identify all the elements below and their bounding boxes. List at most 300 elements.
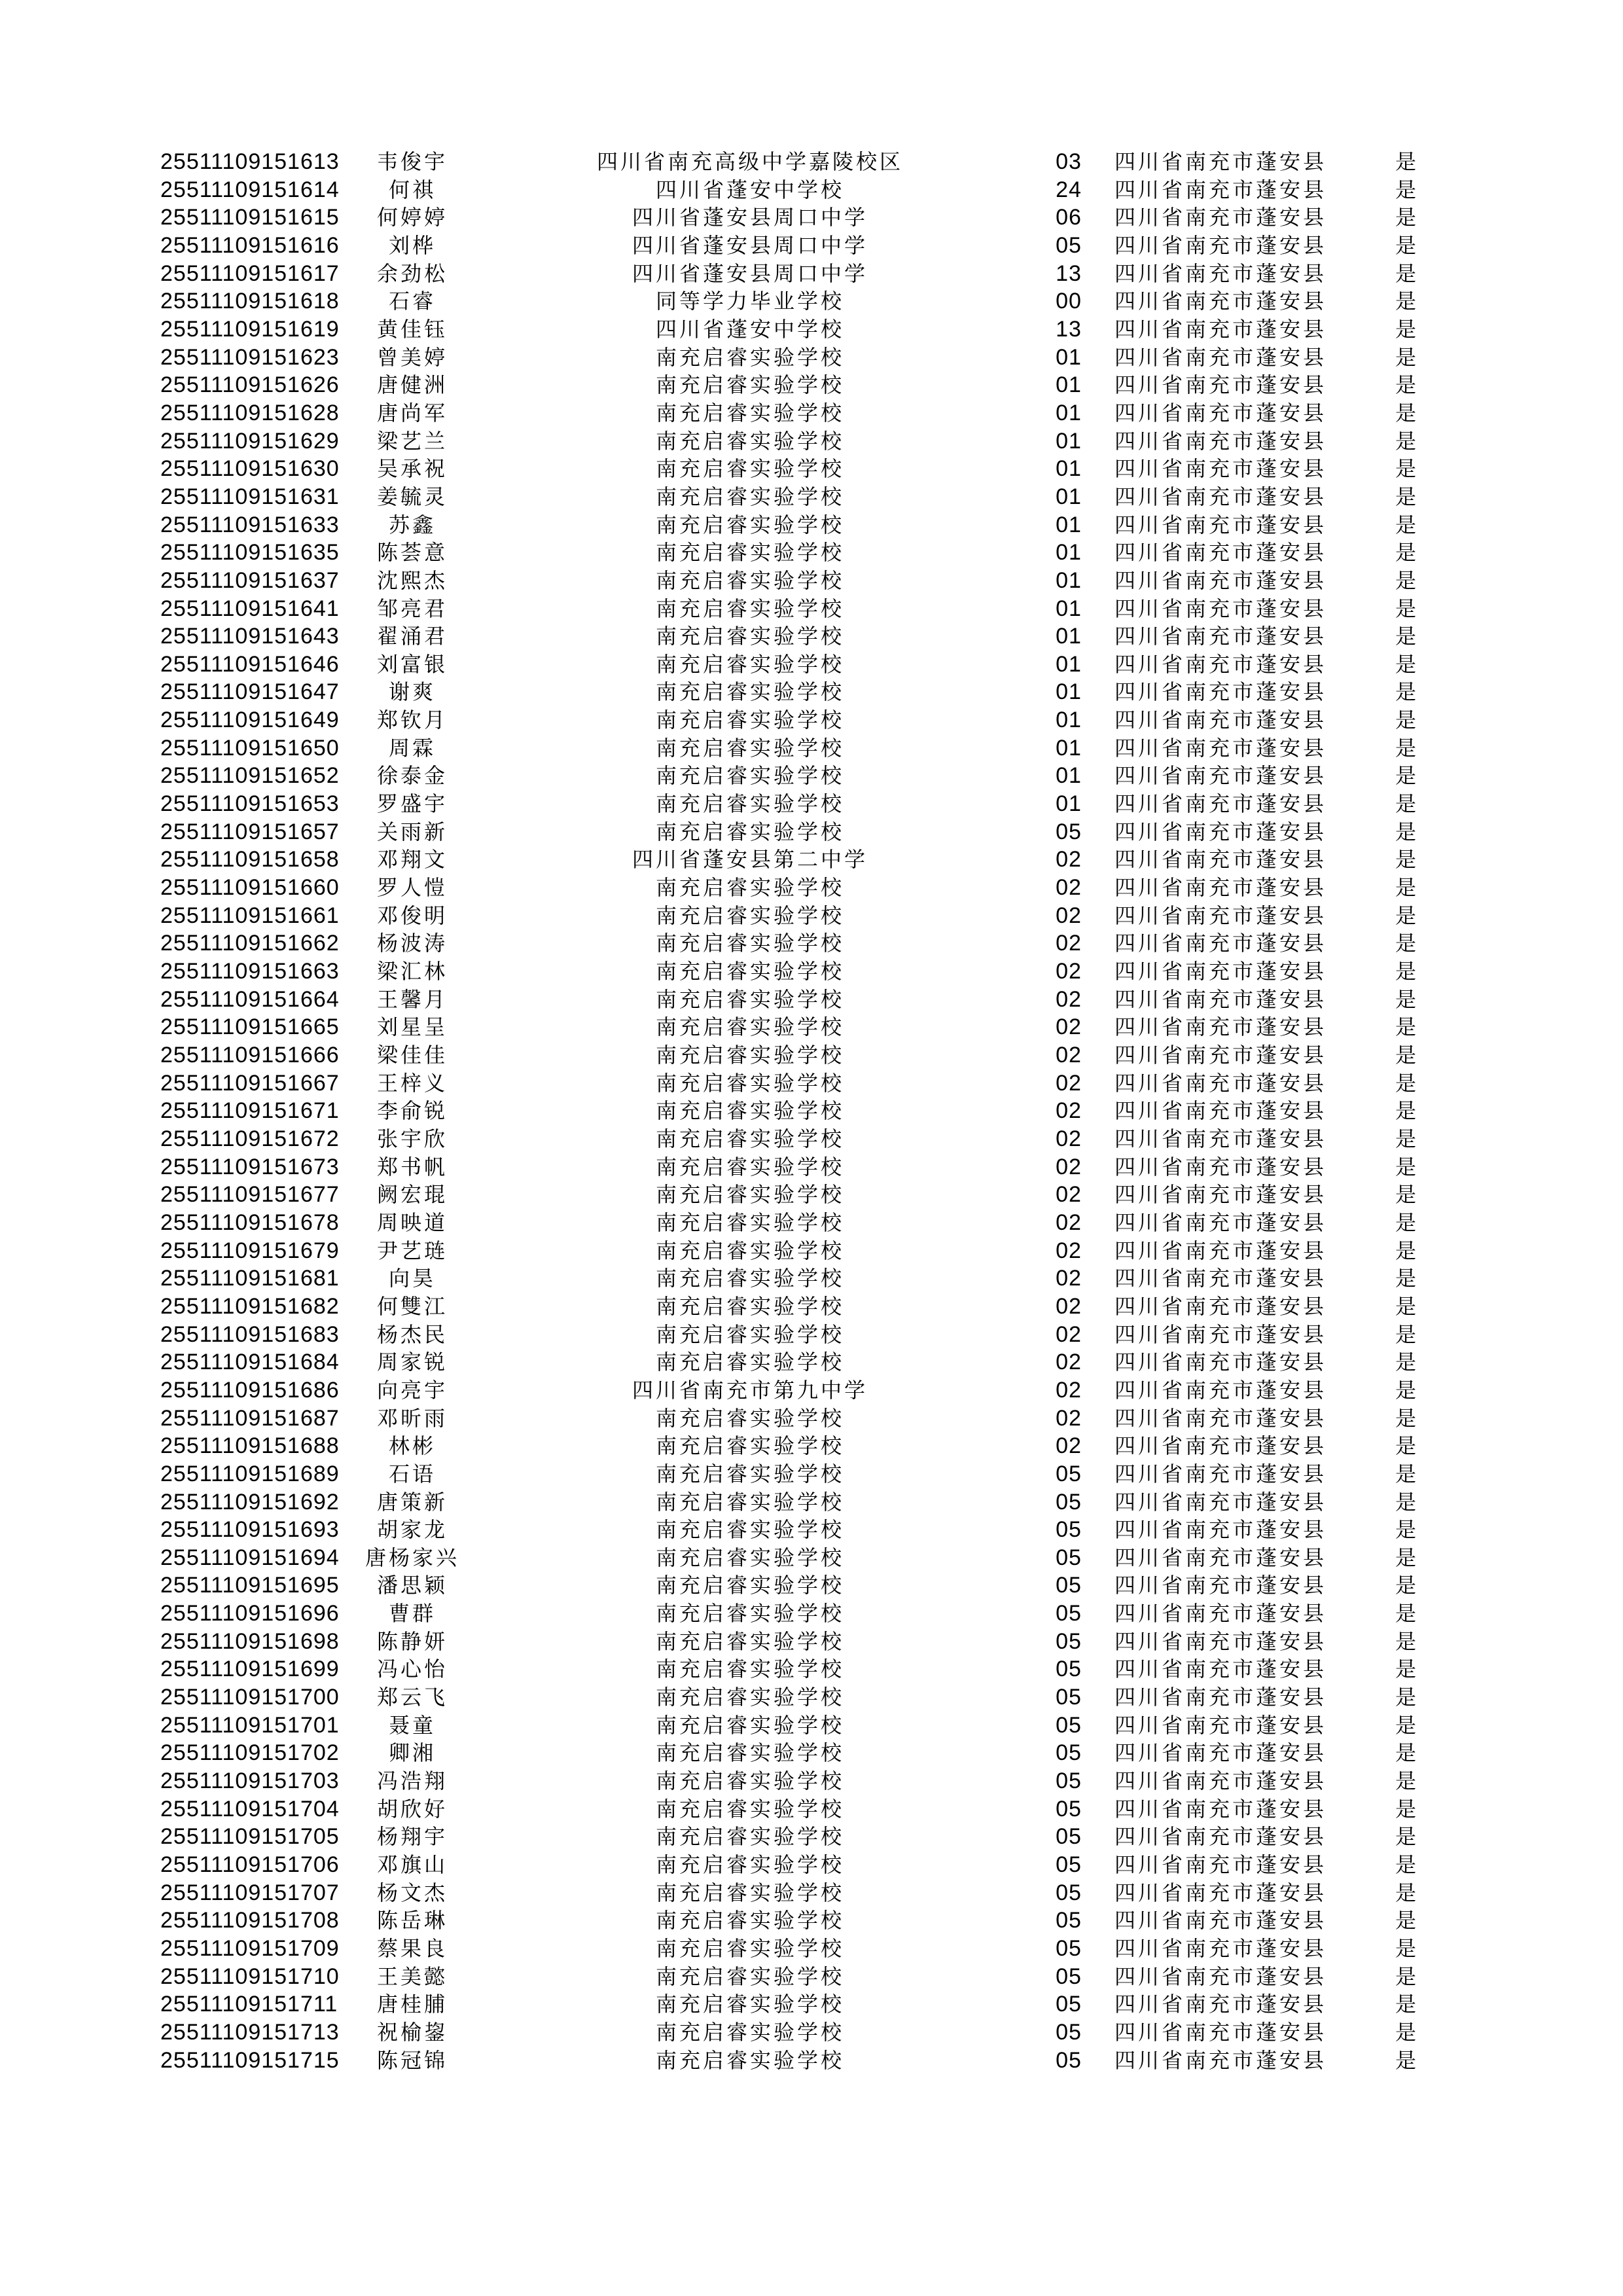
confirm-cell: 是: [1395, 1825, 1419, 1849]
district-cell: 四川省南充市蓬安县: [1115, 1518, 1327, 1542]
district-cell: 四川省南充市蓬安县: [1115, 1043, 1327, 1067]
exam-id-cell: 25511109151629: [160, 428, 340, 454]
code-cell: 02: [1056, 959, 1082, 984]
table-row: [160, 1851, 1433, 1879]
code-cell: 05: [1056, 1824, 1082, 1850]
district-cell: 四川省南充市蓬安县: [1115, 1322, 1327, 1346]
code-cell: 05: [1056, 1908, 1082, 1933]
table-row: [160, 1963, 1433, 1991]
exam-id-cell: 25511109151703: [160, 1768, 340, 1794]
exam-id-cell: 25511109151713: [160, 2019, 340, 2045]
table-row: [160, 399, 1433, 427]
name-cell: 潘思颖: [376, 1573, 448, 1598]
name-cell: 唐桂脯: [376, 1992, 448, 2017]
name-cell: 胡家龙: [376, 1518, 448, 1542]
exam-id-cell: 25511109151686: [160, 1377, 340, 1403]
school-cell: 四川省蓬安县周口中学: [632, 206, 868, 230]
code-cell: 02: [1056, 1238, 1082, 1263]
district-cell: 四川省南充市蓬安县: [1115, 345, 1327, 369]
code-cell: 01: [1056, 484, 1082, 509]
table-row: [160, 204, 1433, 232]
name-cell: 梁佳佳: [376, 1043, 448, 1067]
table-row: [160, 1990, 1433, 2018]
exam-id-cell: 25511109151706: [160, 1852, 340, 1878]
table-row: [160, 1125, 1433, 1153]
confirm-cell: 是: [1395, 512, 1419, 537]
code-cell: 05: [1056, 1461, 1082, 1486]
name-cell: 石睿: [388, 289, 436, 314]
district-cell: 四川省南充市蓬安县: [1115, 1183, 1327, 1207]
table-row: [160, 1181, 1433, 1209]
district-cell: 四川省南充市蓬安县: [1115, 401, 1327, 425]
code-cell: 24: [1056, 177, 1082, 202]
table-row: [160, 846, 1433, 874]
table-row: [160, 1600, 1433, 1628]
table-row: [160, 1348, 1433, 1376]
district-cell: 四川省南充市蓬安县: [1115, 1434, 1327, 1458]
table-row: [160, 622, 1433, 651]
name-cell: 卿湘: [388, 1741, 436, 1765]
name-cell: 向亮宇: [376, 1378, 448, 1402]
table-row: [160, 678, 1433, 706]
district-cell: 四川省南充市蓬安县: [1115, 317, 1327, 341]
district-cell: 四川省南充市蓬安县: [1115, 1406, 1327, 1430]
district-cell: 四川省南充市蓬安县: [1115, 1602, 1327, 1626]
school-cell: 南充启睿实验学校: [655, 931, 844, 956]
district-cell: 四川省南充市蓬安县: [1115, 1657, 1327, 1681]
code-cell: 01: [1056, 679, 1082, 705]
district-cell: 四川省南充市蓬安县: [1115, 1462, 1327, 1486]
code-cell: 02: [1056, 1014, 1082, 1040]
district-cell: 四川省南充市蓬安县: [1115, 1880, 1327, 1905]
table-row: [160, 148, 1433, 176]
name-cell: 冯浩翔: [376, 1769, 448, 1793]
district-cell: 四川省南充市蓬安县: [1115, 1853, 1327, 1877]
code-cell: 05: [1056, 1601, 1082, 1626]
school-cell: 南充启睿实验学校: [655, 652, 844, 676]
confirm-cell: 是: [1395, 261, 1419, 285]
district-cell: 四川省南充市蓬安县: [1115, 1713, 1327, 1737]
confirm-cell: 是: [1395, 764, 1419, 788]
name-cell: 关雨新: [376, 819, 448, 844]
confirm-cell: 是: [1395, 1937, 1419, 1960]
name-cell: 翟涌君: [376, 624, 448, 649]
exam-id-cell: 25511109151709: [160, 1936, 340, 1961]
name-cell: 李俞锐: [376, 1099, 448, 1123]
exam-id-cell: 25511109151641: [160, 596, 340, 621]
district-cell: 四川省南充市蓬安县: [1115, 1629, 1327, 1653]
confirm-cell: 是: [1395, 1909, 1419, 1933]
table-row: [160, 1907, 1433, 1935]
exam-id-cell: 25511109151694: [160, 1545, 340, 1570]
code-cell: 05: [1056, 1545, 1082, 1570]
exam-id-cell: 25511109151684: [160, 1350, 340, 1375]
table-row: [160, 2047, 1433, 2075]
name-cell: 冯心怡: [376, 1657, 448, 1681]
exam-id-cell: 25511109151657: [160, 819, 340, 844]
name-cell: 刘富银: [376, 652, 448, 676]
table-row: [160, 1823, 1433, 1851]
exam-id-cell: 25511109151614: [160, 177, 340, 202]
school-cell: 南充启睿实验学校: [655, 1155, 844, 1179]
name-cell: 罗盛宇: [376, 792, 448, 816]
school-cell: 南充启睿实验学校: [655, 680, 844, 704]
table-row: [160, 1460, 1433, 1488]
school-cell: 南充启睿实验学校: [655, 1741, 844, 1765]
name-cell: 唐健洲: [376, 373, 448, 397]
exam-id-cell: 25511109151701: [160, 1712, 340, 1738]
exam-id-cell: 25511109151649: [160, 708, 340, 733]
school-cell: 南充启睿实验学校: [655, 960, 844, 984]
table-row: [160, 483, 1433, 511]
exam-id-cell: 25511109151689: [160, 1461, 340, 1486]
exam-id-cell: 25511109151662: [160, 931, 340, 956]
confirm-cell: 是: [1395, 1183, 1419, 1207]
exam-id-cell: 25511109151661: [160, 903, 340, 928]
exam-id-cell: 25511109151637: [160, 567, 340, 593]
name-cell: 王梓义: [376, 1071, 448, 1095]
code-cell: 01: [1056, 596, 1082, 621]
code-cell: 02: [1056, 875, 1082, 901]
exam-id-cell: 25511109151679: [160, 1238, 340, 1263]
table-row: [160, 260, 1433, 288]
name-cell: 何雙江: [376, 1294, 448, 1318]
school-cell: 南充启睿实验学校: [655, 708, 844, 732]
name-cell: 谢爽: [388, 680, 436, 704]
school-cell: 四川省蓬安县周口中学: [632, 233, 868, 257]
name-cell: 梁艺兰: [376, 429, 448, 453]
confirm-cell: 是: [1395, 2020, 1419, 2044]
code-cell: 02: [1056, 1405, 1082, 1431]
district-cell: 四川省南充市蓬安县: [1115, 819, 1327, 844]
name-cell: 刘星呈: [376, 1015, 448, 1039]
name-cell: 杨杰民: [376, 1322, 448, 1346]
exam-id-cell: 25511109151699: [160, 1657, 340, 1682]
exam-id-cell: 25511109151692: [160, 1489, 340, 1515]
code-cell: 02: [1056, 986, 1082, 1012]
code-cell: 02: [1056, 1182, 1082, 1208]
table-row: [160, 1683, 1433, 1712]
school-cell: 南充启睿实验学校: [655, 1434, 844, 1458]
confirm-cell: 是: [1395, 1434, 1419, 1458]
name-cell: 刘桦: [388, 233, 436, 257]
school-cell: 南充启睿实验学校: [655, 1462, 844, 1486]
name-cell: 唐杨家兴: [365, 1545, 459, 1570]
name-cell: 徐泰金: [376, 764, 448, 788]
code-cell: 02: [1056, 1070, 1082, 1096]
table-row: [160, 2018, 1433, 2047]
confirm-cell: 是: [1395, 1043, 1419, 1067]
confirm-cell: 是: [1395, 1378, 1419, 1402]
exam-id-cell: 25511109151628: [160, 400, 340, 425]
table-row: [160, 1488, 1433, 1516]
code-cell: 01: [1056, 791, 1082, 817]
district-cell: 四川省南充市蓬安县: [1115, 1015, 1327, 1039]
school-cell: 南充启睿实验学校: [655, 1015, 844, 1039]
name-cell: 曹群: [388, 1602, 436, 1626]
name-cell: 陈静妍: [376, 1629, 448, 1653]
confirm-cell: 是: [1395, 1602, 1419, 1626]
name-cell: 阙宏琨: [376, 1183, 448, 1207]
code-cell: 01: [1056, 512, 1082, 537]
exam-id-cell: 25511109151652: [160, 763, 340, 789]
table-row: [160, 1069, 1433, 1098]
code-cell: 05: [1056, 2019, 1082, 2045]
confirm-cell: 是: [1395, 1015, 1419, 1039]
table-row: [160, 986, 1433, 1014]
confirm-cell: 是: [1395, 1099, 1419, 1123]
district-cell: 四川省南充市蓬安县: [1115, 373, 1327, 397]
code-cell: 02: [1056, 1210, 1082, 1235]
district-cell: 四川省南充市蓬安县: [1115, 1797, 1327, 1821]
code-cell: 05: [1056, 1740, 1082, 1766]
confirm-cell: 是: [1395, 1853, 1419, 1877]
school-cell: 南充启睿实验学校: [655, 736, 844, 760]
exam-id-cell: 25511109151710: [160, 1964, 340, 1989]
name-cell: 胡欣好: [376, 1797, 448, 1821]
exam-id-cell: 25511109151698: [160, 1628, 340, 1654]
confirm-cell: 是: [1395, 1713, 1419, 1737]
confirm-cell: 是: [1395, 1406, 1419, 1430]
confirm-cell: 是: [1395, 150, 1419, 173]
school-cell: 四川省南充市第九中学: [632, 1378, 868, 1402]
school-cell: 南充启睿实验学校: [655, 401, 844, 425]
school-cell: 南充启睿实验学校: [655, 1126, 844, 1151]
name-cell: 黄佳钰: [376, 317, 448, 341]
district-cell: 四川省南充市蓬安县: [1115, 541, 1327, 565]
table-row: [160, 1321, 1433, 1349]
table-row: [160, 1655, 1433, 1683]
exam-id-cell: 25511109151705: [160, 1824, 340, 1850]
district-cell: 四川省南充市蓬安县: [1115, 206, 1327, 230]
school-cell: 南充启睿实验学校: [655, 484, 844, 509]
district-cell: 四川省南充市蓬安县: [1115, 848, 1327, 872]
exam-id-cell: 25511109151623: [160, 344, 340, 370]
district-cell: 四川省南充市蓬安县: [1115, 1685, 1327, 1710]
name-cell: 唐尚军: [376, 401, 448, 425]
confirm-cell: 是: [1395, 206, 1419, 230]
code-cell: 02: [1056, 1154, 1082, 1179]
table-row: [160, 1405, 1433, 1433]
exam-id-cell: 25511109151693: [160, 1517, 340, 1543]
exam-id-cell: 25511109151665: [160, 1014, 340, 1040]
name-cell: 张宇欣: [376, 1126, 448, 1151]
confirm-cell: 是: [1395, 596, 1419, 620]
table-row: [160, 1879, 1433, 1907]
school-cell: 南充启睿实验学校: [655, 429, 844, 453]
table-row: [160, 929, 1433, 958]
district-cell: 四川省南充市蓬安县: [1115, 652, 1327, 676]
exam-id-cell: 25511109151681: [160, 1266, 340, 1291]
confirm-cell: 是: [1395, 960, 1419, 984]
school-cell: 南充启睿实验学校: [655, 903, 844, 927]
district-cell: 四川省南充市蓬安县: [1115, 1378, 1327, 1402]
district-cell: 四川省南充市蓬安县: [1115, 484, 1327, 509]
exam-id-cell: 25511109151702: [160, 1740, 340, 1766]
code-cell: 01: [1056, 456, 1082, 482]
table-row: [160, 287, 1433, 315]
name-cell: 唐策新: [376, 1490, 448, 1514]
name-cell: 何祺: [388, 177, 436, 202]
district-cell: 四川省南充市蓬安县: [1115, 512, 1327, 537]
confirm-cell: 是: [1395, 1462, 1419, 1486]
school-cell: 南充启睿实验学校: [655, 1992, 844, 2017]
exam-id-cell: 25511109151653: [160, 791, 340, 817]
confirm-cell: 是: [1395, 848, 1419, 872]
school-cell: 同等学力毕业学校: [655, 289, 844, 314]
district-cell: 四川省南充市蓬安县: [1115, 261, 1327, 285]
district-cell: 四川省南充市蓬安县: [1115, 876, 1327, 900]
school-cell: 南充启睿实验学校: [655, 987, 844, 1011]
table-row: [160, 1376, 1433, 1405]
table-row: [160, 1293, 1433, 1321]
district-cell: 四川省南充市蓬安县: [1115, 960, 1327, 984]
code-cell: 01: [1056, 735, 1082, 761]
school-cell: 南充启睿实验学校: [655, 2020, 844, 2044]
exam-id-cell: 25511109151671: [160, 1098, 340, 1124]
code-cell: 01: [1056, 763, 1082, 789]
name-cell: 林彬: [388, 1434, 436, 1458]
exam-id-cell: 25511109151663: [160, 959, 340, 984]
district-cell: 四川省南充市蓬安县: [1115, 568, 1327, 592]
name-cell: 聂童: [388, 1713, 436, 1737]
code-cell: 02: [1056, 1043, 1082, 1067]
code-cell: 02: [1056, 931, 1082, 956]
name-cell: 周家锐: [376, 1350, 448, 1374]
code-cell: 01: [1056, 400, 1082, 425]
table-row: [160, 176, 1433, 204]
confirm-cell: 是: [1395, 401, 1419, 425]
district-cell: 四川省南充市蓬安县: [1115, 1769, 1327, 1793]
code-cell: 05: [1056, 1517, 1082, 1543]
code-cell: 06: [1056, 205, 1082, 230]
code-cell: 13: [1056, 316, 1082, 342]
school-cell: 四川省蓬安中学校: [655, 317, 844, 341]
name-cell: 杨翔宇: [376, 1825, 448, 1849]
table-row: [160, 1712, 1433, 1740]
district-cell: 四川省南充市蓬安县: [1115, 1210, 1327, 1234]
school-cell: 南充启睿实验学校: [655, 1099, 844, 1123]
district-cell: 四川省南充市蓬安县: [1115, 1490, 1327, 1514]
name-cell: 向昊: [388, 1266, 436, 1291]
table-row: [160, 790, 1433, 818]
district-cell: 四川省南充市蓬安县: [1115, 2048, 1327, 2072]
school-cell: 南充启睿实验学校: [655, 1183, 844, 1207]
exam-id-cell: 25511109151678: [160, 1210, 340, 1235]
name-cell: 沈熙杰: [376, 568, 448, 592]
candidate-table: [160, 148, 1433, 2074]
code-cell: 02: [1056, 1293, 1082, 1319]
confirm-cell: 是: [1395, 680, 1419, 704]
exam-id-cell: 25511109151650: [160, 735, 340, 761]
school-cell: 南充启睿实验学校: [655, 1769, 844, 1793]
school-cell: 四川省蓬安县第二中学: [632, 848, 868, 872]
district-cell: 四川省南充市蓬安县: [1115, 1099, 1327, 1123]
confirm-cell: 是: [1395, 1797, 1419, 1821]
exam-id-cell: 25511109151673: [160, 1154, 340, 1179]
name-cell: 邓昕雨: [376, 1406, 448, 1430]
name-cell: 韦俊宇: [376, 150, 448, 173]
table-row: [160, 1628, 1433, 1656]
district-cell: 四川省南充市蓬安县: [1115, 150, 1327, 173]
name-cell: 周映道: [376, 1210, 448, 1234]
table-row: [160, 958, 1433, 986]
code-cell: 05: [1056, 819, 1082, 844]
school-cell: 南充启睿实验学校: [655, 1322, 844, 1346]
school-cell: 南充启睿实验学校: [655, 624, 844, 649]
school-cell: 南充启睿实验学校: [655, 1797, 844, 1821]
confirm-cell: 是: [1395, 1490, 1419, 1514]
exam-id-cell: 25511109151664: [160, 986, 340, 1012]
table-row: [160, 1209, 1433, 1237]
confirm-cell: 是: [1395, 1573, 1419, 1598]
exam-id-cell: 25511109151619: [160, 316, 340, 342]
exam-id-cell: 25511109151667: [160, 1070, 340, 1096]
table-row: [160, 344, 1433, 372]
district-cell: 四川省南充市蓬安县: [1115, 2020, 1327, 2044]
district-cell: 四川省南充市蓬安县: [1115, 289, 1327, 314]
district-cell: 四川省南充市蓬安县: [1115, 987, 1327, 1011]
table-row: [160, 232, 1433, 260]
table-row: [160, 1544, 1433, 1572]
name-cell: 邹亮君: [376, 596, 448, 620]
name-cell: 梁汇林: [376, 960, 448, 984]
confirm-cell: 是: [1395, 1155, 1419, 1179]
code-cell: 05: [1056, 1936, 1082, 1961]
confirm-cell: 是: [1395, 484, 1419, 509]
confirm-cell: 是: [1395, 1322, 1419, 1346]
confirm-cell: 是: [1395, 373, 1419, 397]
confirm-cell: 是: [1395, 429, 1419, 453]
table-row: [160, 1739, 1433, 1767]
confirm-cell: 是: [1395, 568, 1419, 592]
code-cell: 05: [1056, 1992, 1082, 2017]
name-cell: 陈冠锦: [376, 2048, 448, 2072]
code-cell: 02: [1056, 1433, 1082, 1459]
code-cell: 05: [1056, 1880, 1082, 1905]
school-cell: 四川省蓬安县周口中学: [632, 261, 868, 285]
exam-id-cell: 25511109151658: [160, 847, 340, 872]
confirm-cell: 是: [1395, 708, 1419, 732]
name-cell: 罗人愷: [376, 876, 448, 900]
name-cell: 郑钦月: [376, 708, 448, 732]
code-cell: 02: [1056, 1350, 1082, 1375]
exam-id-cell: 25511109151687: [160, 1405, 340, 1431]
school-cell: 南充启睿实验学校: [655, 1713, 844, 1737]
school-cell: 南充启睿实验学校: [655, 1825, 844, 1849]
table-row: [160, 734, 1433, 762]
confirm-cell: 是: [1395, 1266, 1419, 1291]
code-cell: 02: [1056, 1266, 1082, 1291]
code-cell: 01: [1056, 651, 1082, 677]
table-row: [160, 595, 1433, 623]
exam-id-cell: 25511109151633: [160, 512, 340, 537]
school-cell: 四川省南充高级中学嘉陵校区: [596, 150, 903, 173]
table-row: [160, 1571, 1433, 1600]
school-cell: 南充启睿实验学校: [655, 512, 844, 537]
school-cell: 南充启睿实验学校: [655, 1266, 844, 1291]
code-cell: 05: [1056, 1796, 1082, 1821]
district-cell: 四川省南充市蓬安县: [1115, 624, 1327, 649]
school-cell: 南充启睿实验学校: [655, 1490, 844, 1514]
confirm-cell: 是: [1395, 931, 1419, 956]
exam-id-cell: 25511109151616: [160, 232, 340, 258]
district-cell: 四川省南充市蓬安县: [1115, 792, 1327, 816]
district-cell: 四川省南充市蓬安县: [1115, 1545, 1327, 1570]
school-cell: 南充启睿实验学校: [655, 1909, 844, 1933]
table-row: [160, 706, 1433, 734]
table-row: [160, 762, 1433, 790]
